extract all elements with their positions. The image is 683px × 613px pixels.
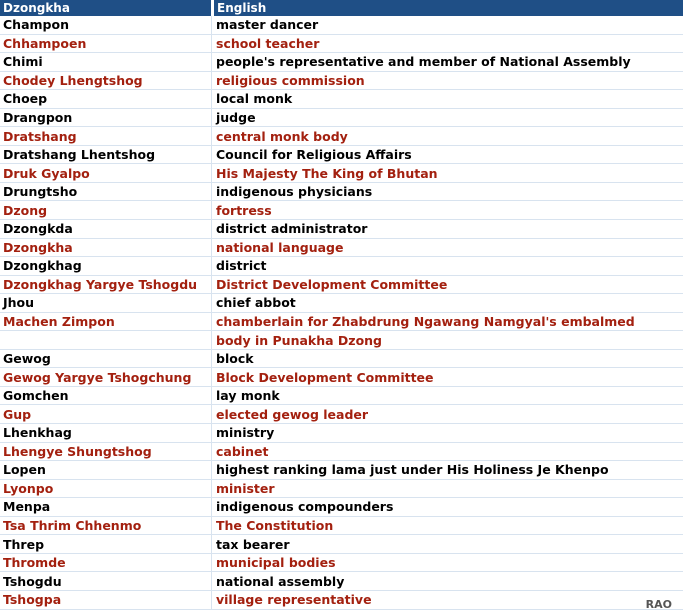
dzongkha-term: Lyonpo — [0, 480, 211, 499]
dzongkha-term: Druk Gyalpo — [0, 164, 211, 183]
dzongkha-term: Threp — [0, 535, 211, 554]
table-row — [0, 498, 683, 517]
dzongkha-term: Dzongkha — [0, 239, 211, 258]
english-translation: minister — [211, 480, 683, 499]
table-row — [0, 517, 683, 536]
english-translation: indigenous physicians — [211, 183, 683, 202]
dzongkha-term: Lopen — [0, 461, 211, 480]
dzongkha-term: Chimi — [0, 53, 211, 72]
dzongkha-term: Menpa — [0, 498, 211, 517]
english-translation: master dancer — [211, 16, 683, 35]
table-row — [0, 35, 683, 54]
table-row — [0, 535, 683, 554]
dzongkha-term: Machen Zimpon — [0, 313, 211, 332]
table-row — [0, 90, 683, 109]
english-translation: cabinet — [211, 443, 683, 462]
table-row — [0, 201, 683, 220]
table-row — [0, 239, 683, 258]
dzongkha-term: Chhampoen — [0, 35, 211, 54]
table-row — [0, 294, 683, 313]
english-translation: central monk body — [211, 127, 683, 146]
english-translation: tax bearer — [211, 535, 683, 554]
table-row — [0, 313, 683, 332]
table-row — [0, 72, 683, 91]
english-translation: lay monk — [211, 387, 683, 406]
english-translation: national language — [211, 239, 683, 258]
english-translation: indigenous compounders — [211, 498, 683, 517]
dzongkha-term: Gup — [0, 405, 211, 424]
dzongkha-term: Lhenkhag — [0, 424, 211, 443]
table-row — [0, 164, 683, 183]
english-translation: The Constitution — [211, 517, 683, 536]
dzongkha-term: Dzongkhag — [0, 257, 211, 276]
english-translation: national assembly — [211, 572, 683, 591]
dzongkha-term: Dzong — [0, 201, 211, 220]
english-translation: school teacher — [211, 35, 683, 54]
english-translation: chamberlain for Zhabdrung Ngawang Namgyal's embalmed — [211, 313, 683, 332]
english-translation: highest ranking lama just under His Holiness Je Khenpo — [211, 461, 683, 480]
table-row — [0, 16, 683, 35]
english-translation: people's representative and member of National Assembly — [211, 53, 683, 72]
table-row — [0, 183, 683, 202]
table-row — [0, 220, 683, 239]
table-row — [0, 572, 683, 591]
english-translation: chief abbot — [211, 294, 683, 313]
table-row — [0, 276, 683, 295]
dzongkha-term: Dratshang — [0, 127, 211, 146]
table-row — [0, 554, 683, 573]
table-row — [0, 127, 683, 146]
table-row — [0, 350, 683, 369]
english-translation: elected gewog leader — [211, 405, 683, 424]
table-body — [0, 16, 683, 610]
dzongkha-term: Tshogpa — [0, 591, 211, 610]
table-row — [0, 368, 683, 387]
english-translation: Council for Religious Affairs — [211, 146, 683, 165]
table-row — [0, 53, 683, 72]
english-translation: religious commission — [211, 72, 683, 91]
dzongkha-term: Jhou — [0, 294, 211, 313]
english-translation: block — [211, 350, 683, 369]
english-translation: ministry — [211, 424, 683, 443]
english-translation: judge — [211, 109, 683, 128]
column-header-english: English — [211, 0, 683, 16]
column-header-dzongkha: Dzongkha — [0, 0, 211, 16]
table-row — [0, 461, 683, 480]
credit-label: RAO — [645, 598, 672, 611]
table-row — [0, 405, 683, 424]
dzongkha-term: Choep — [0, 90, 211, 109]
english-translation: District Development Committee — [211, 276, 683, 295]
dzongkha-term: Dzongkda — [0, 220, 211, 239]
english-translation: body in Punakha Dzong — [211, 331, 683, 350]
dzongkha-term: Gomchen — [0, 387, 211, 406]
dzongkha-term: Gewog — [0, 350, 211, 369]
table-row — [0, 331, 683, 350]
english-translation: municipal bodies — [211, 554, 683, 573]
table-row — [0, 591, 683, 610]
dzongkha-term: Champon — [0, 16, 211, 35]
english-translation: Block Development Committee — [211, 368, 683, 387]
dzongkha-term: Dzongkhag Yargye Tshogdu — [0, 276, 211, 295]
table-row — [0, 109, 683, 128]
english-translation: district — [211, 257, 683, 276]
dzongkha-term: Tshogdu — [0, 572, 211, 591]
dzongkha-term: Lhengye Shungtshog — [0, 443, 211, 462]
english-translation: local monk — [211, 90, 683, 109]
dzongkha-term: Dratshang Lhentshog — [0, 146, 211, 165]
dzongkha-term: Thromde — [0, 554, 211, 573]
english-translation: His Majesty The King of Bhutan — [211, 164, 683, 183]
dzongkha-term: Gewog Yargye Tshogchung — [0, 368, 211, 387]
table-row — [0, 146, 683, 165]
table-row — [0, 387, 683, 406]
dzongkha-term: Drangpon — [0, 109, 211, 128]
table-row — [0, 257, 683, 276]
table-header — [0, 0, 683, 16]
english-translation: fortress — [211, 201, 683, 220]
dzongkha-term: Drungtsho — [0, 183, 211, 202]
english-translation: district administrator — [211, 220, 683, 239]
dzongkha-term: Chodey Lhengtshog — [0, 72, 211, 91]
table-row — [0, 480, 683, 499]
table-row — [0, 443, 683, 462]
dzongkha-term: Tsa Thrim Chhenmo — [0, 517, 211, 536]
table-row — [0, 424, 683, 443]
dzongkha-term — [0, 331, 211, 350]
english-translation: village representative — [211, 591, 683, 610]
